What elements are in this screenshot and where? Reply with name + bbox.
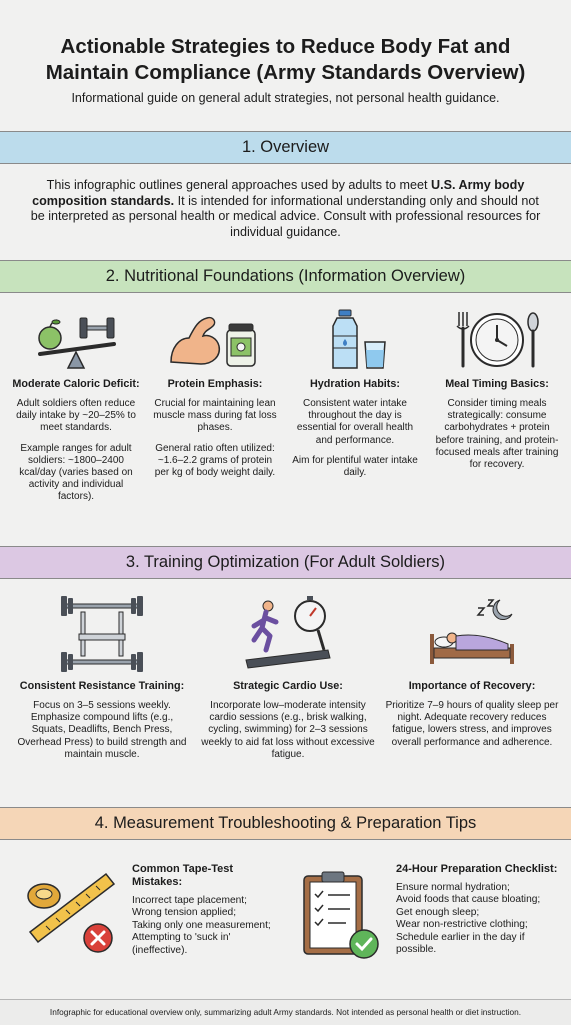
nutrition-item-text: Crucial for maintaining lean muscle mass during fat loss phases. — [153, 398, 277, 434]
nutrition-item-text: Example ranges for adult soldiers: ~1800–2400 kcal/day (varies based on activity and individual factors). — [19, 442, 133, 503]
overview-text-bold: U.S. Army body composition standards. — [32, 178, 525, 208]
overview-text-start: This infographic outlines general approaches used by adults to meet — [46, 178, 432, 192]
measurement-item-title: Common Tape-Test Mistakes: — [132, 863, 234, 888]
barbell-rack-icon — [57, 594, 147, 674]
footer-disclaimer: Infographic for educational overview only, summarizing adult Army standards. Not intended as personal health or diet instruction. — [0, 999, 571, 1025]
measurement-item-line: Wrong tension applied; — [132, 907, 237, 919]
nutrition-item-protein — [150, 308, 280, 487]
treadmill-stopwatch-icon — [240, 594, 336, 674]
measurement-item-title: 24-Hour Preparation Checklist: — [396, 863, 558, 875]
measurement-item-checklist — [396, 863, 561, 956]
page-subtitle: Informational guide on general adult strategies, not personal health guidance. — [71, 91, 500, 105]
page-title — [10, 34, 561, 86]
section-heading-nutrition: 2. Nutritional Foundations (Information Overview) — [0, 260, 571, 293]
apple-dumbbell-scale-icon — [28, 308, 124, 372]
measurement-item-line: Attempting to 'suck in' (ineffective). — [132, 932, 231, 956]
nutrition-item-text: General ratio often utilized: ~1.6–2.2 grams of protein per kg of body weight daily. — [154, 442, 276, 479]
training-item-recovery — [384, 594, 560, 757]
clock-plate-cutlery-icon — [447, 308, 547, 372]
measurement-item-line: Incorrect tape placement; — [132, 895, 247, 906]
measurement-item-line: Avoid foods that cause bloating; — [396, 894, 541, 906]
nutrition-item-title: Protein Emphasis: — [167, 378, 263, 390]
nutrition-item-text: Consistent water intake throughout the day is essential for overall health and performance. — [296, 398, 414, 446]
measurement-item-line: Wear non-restrictive clothing; — [396, 919, 528, 931]
measurement-item-line: Schedule earlier in the day if possible. — [396, 931, 525, 956]
measurement-item-mistakes — [132, 863, 282, 957]
training-item-title: Importance of Recovery: — [408, 680, 536, 692]
nutrition-item-title: Meal Timing Basics: — [445, 378, 549, 390]
clipboard-checklist-icon — [298, 866, 384, 966]
nutrition-item-text: Consider timing meals strategically: consume carbohydrates + protein before training, and protein-focused meals after training for recovery. — [435, 398, 559, 471]
nutrition-item-title: Moderate Caloric Deficit: — [12, 378, 140, 390]
measurement-item-line: Ensure normal hydration; — [396, 882, 510, 893]
nutrition-item-title: Hydration Habits: — [310, 378, 400, 390]
nutrition-item-meal-timing — [430, 308, 564, 479]
flexed-arm-protein-jar-icon — [165, 308, 265, 372]
section-heading-measurement: 4. Measurement Troubleshooting & Preparation Tips — [0, 807, 571, 840]
overview-text-end: It is intended for informational understanding only and should not be interpreted as personal health or medical advice. Consult with professional resources for individual guidance. — [30, 193, 541, 239]
title-line-2: Maintain Compliance (Army Standards Overview) — [45, 61, 526, 84]
nutrition-item-text: Aim for plentiful water intake daily. — [292, 454, 418, 479]
measuring-tape-x-icon — [22, 868, 122, 968]
measurement-item-line: Get enough sleep; — [396, 906, 480, 918]
training-item-text: Incorporate low–moderate intensity cardio sessions (e.g., brisk walking, cycling, swimming) for 2–3 sessions weekly to aid fat loss without excessive fatigue. — [201, 700, 375, 760]
training-item-title: Consistent Resistance Training: — [19, 680, 185, 692]
sleeping-bed-moon-icon — [422, 594, 522, 674]
section-heading-training: 3. Training Optimization (For Adult Soldiers) — [0, 546, 571, 579]
measurement-item-line: Taking only one measurement; — [132, 919, 271, 931]
overview-text — [30, 178, 541, 240]
section-heading-overview: 1. Overview — [0, 131, 571, 164]
training-item-resistance — [14, 594, 190, 769]
training-item-text: Focus on 3–5 sessions weekly. Emphasize compound lifts (e.g., Squats, Deadlifts, Bench Press, Overhead Press) to build strength and maintain muscle. — [17, 700, 187, 760]
water-bottle-glass-icon — [315, 308, 395, 372]
nutrition-item-hydration — [290, 308, 420, 487]
title-line-1: Actionable Strategies to Reduce Body Fat and — [60, 35, 511, 58]
training-item-text: Prioritize 7–9 hours of quality sleep per night. Adequate recovery reduces fatigue, lowers stress, and improves overall performance and adherence. — [385, 700, 559, 748]
nutrition-item-text: Adult soldiers often reduce daily intake by ~20–25% to meet standards. — [16, 398, 136, 434]
training-item-title: Strategic Cardio Use: — [233, 680, 343, 692]
nutrition-item-caloric-deficit — [10, 308, 142, 512]
training-item-cardio — [200, 594, 376, 769]
